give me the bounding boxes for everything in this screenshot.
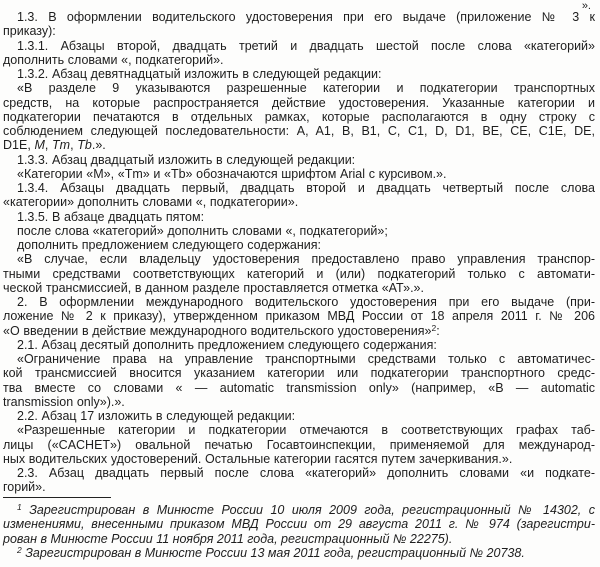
text-line <box>3 195 595 209</box>
text-segment: Tb <box>77 138 92 153</box>
text-segment: дополнить словами «, подкатегорий». <box>3 52 224 67</box>
text-segment: рован в Минюсте России 11 ноября 2011 года, регистрационный № 22275). <box>3 531 453 546</box>
text-line <box>3 267 595 281</box>
text-line <box>3 395 595 409</box>
text-segment: Зарегистрирован в Минюсте России 10 июля 2009 года, регистрационный № 14302, с <box>21 503 595 517</box>
text-segment: «Категории «M», «Tm» и «Tb» обозначаются шрифтом Arial с курсивом.». <box>17 166 447 181</box>
text-segment: приказу): <box>3 24 56 39</box>
text-line <box>3 309 595 323</box>
text-segment: 1.3.4. Абзацы двадцать первый, двадцать второй и двадцать четвертый после слова <box>17 181 595 195</box>
text-segment: transmission only»).». <box>3 394 125 409</box>
footnotes <box>3 503 595 561</box>
text-line <box>3 295 595 309</box>
text-segment: изменениями, внесенными приказом МВД России от 29 августа 2011 г. № 974 (зарегистри- <box>3 517 595 532</box>
text-line <box>3 438 595 452</box>
text-segment: горий». <box>3 480 46 495</box>
text-segment: .». <box>91 138 106 153</box>
text-line <box>3 81 595 95</box>
footnote-reference: 2 <box>17 545 22 556</box>
text-segment: 1.3.2. Абзац девятнадцатый изложить в следующей редакции: <box>17 67 382 81</box>
text-segment: подкатегории печатаются в отдельных рамках, которые располагаются в одну строку с <box>3 109 595 124</box>
text-line <box>3 466 595 480</box>
text-line <box>3 252 595 266</box>
text-segment: 2.1. Абзац десятый дополнить предложением следующего содержания: <box>17 337 437 352</box>
text-line <box>3 53 595 67</box>
text-line <box>3 210 595 224</box>
text-segment: ных водительских удостоверений. Остальные категории гасятся путем зачеркивания.». <box>3 451 513 466</box>
text-segment: лицы («CACHET») овальной печатью Госавтоинспекции, применяемой для международ- <box>3 437 595 452</box>
text-segment: D1E, <box>3 138 35 153</box>
text-line <box>3 39 595 53</box>
text-line <box>3 181 595 195</box>
text-segment: , <box>44 138 53 153</box>
text-segment: «Ограничение права на управление транспортными средствами только с автоматичес- <box>17 352 595 366</box>
text-segment: 2.3. Абзац двадцать первый после слова «категорий» дополнить словами «и подкате- <box>17 466 595 480</box>
text-segment: «В разделе 9 указываются разрешенные категории и подкатегории транспортных <box>17 81 595 96</box>
text-line <box>3 138 595 152</box>
text-line <box>3 546 595 560</box>
text-segment: «В случае, если владельцу удостоверения предоставлено право управления транспор- <box>17 252 595 267</box>
text-segment: 1.3.5. В абзаце двадцать пятом: <box>17 209 205 224</box>
text-line <box>3 153 595 167</box>
text-segment: «О введении в действие международного водительского удостоверения» <box>3 323 432 338</box>
text-segment: 1.3.3. Абзац двадцатый изложить в следующей редакции: <box>17 152 356 167</box>
text-line <box>3 338 595 352</box>
text-line <box>3 503 595 517</box>
footnote-reference: 1 <box>17 502 22 512</box>
footnote-separator <box>3 497 111 498</box>
text-line <box>3 10 595 24</box>
text-line <box>3 281 595 295</box>
text-line <box>3 532 595 546</box>
text-line <box>3 238 595 252</box>
text-segment: кой трансмиссией вносится указанием категории или подкатегории транспортного средс- <box>3 366 595 381</box>
text-line <box>3 480 595 494</box>
text-line <box>3 324 595 338</box>
text-segment: : <box>436 323 440 338</box>
text-segment: «категории» дополнить словами «, подкатегории». <box>3 195 299 210</box>
text-segment: 2. В оформлении международного водительского удостоверения при его выдаче (при- <box>17 295 595 309</box>
text-segment: ческой трансмиссией, в данном разделе проставляется отметка «АТ».». <box>3 280 424 295</box>
text-line <box>3 381 595 395</box>
text-segment: тва вместе со словами « — automatic transmission only» (например, «B — automatic <box>3 380 595 395</box>
document-body <box>3 10 595 495</box>
text-segment: после слова «категорий» дополнить словами «, подкатегорий»; <box>17 223 388 238</box>
text-line <box>3 452 595 466</box>
text-segment: M <box>34 138 45 153</box>
text-segment: ложение № 2 к приказу), утвержденном приказом МВД России от 18 апреля 2011 г. № 206 <box>3 309 595 324</box>
text-line <box>3 366 595 380</box>
text-line <box>3 409 595 423</box>
text-line <box>3 124 595 138</box>
text-segment: Зарегистрирован в Минюсте России 13 мая 2011 года, регистрационный № 20738. <box>21 546 525 561</box>
text-line <box>3 167 595 181</box>
text-line <box>3 96 595 110</box>
text-segment: соблюдением следующей последовательности: A, A1, B, B1, C, C1, D, D1, BE, CE, C1E, DE, <box>3 124 595 138</box>
text-segment: «Разрешенные категории и подкатегории отмечаются в соответствующих графах таб- <box>17 423 595 438</box>
text-segment: 1.3.1. Абзацы второй, двадцать третий и двадцать шестой после слова «категорий» <box>17 38 595 53</box>
text-line <box>3 224 595 238</box>
text-segment: средств, на которые распространяется действие удостоверения. Указанные категории и <box>3 95 595 110</box>
text-line <box>3 517 595 531</box>
text-segment: 2.2. Абзац 17 изложить в следующей редакции: <box>17 409 296 423</box>
text-line <box>3 352 595 366</box>
text-line <box>3 110 595 124</box>
text-line <box>3 24 595 38</box>
text-line <box>3 423 595 437</box>
footnote-reference: 2 <box>431 322 437 333</box>
text-segment: , <box>70 138 78 153</box>
text-segment: 1.3. В оформлении водительского удостоверения при его выдаче (приложение № 3 к <box>17 10 595 24</box>
text-segment: тными средствами соответствующих категорий и (или) подкатегорий только с автомати- <box>3 266 595 281</box>
continuation-quote-mark: ». <box>581 0 591 12</box>
text-segment: дополнить предложением следующего содержания: <box>17 238 321 252</box>
text-line <box>3 67 595 81</box>
text-segment: Tm <box>52 138 71 153</box>
